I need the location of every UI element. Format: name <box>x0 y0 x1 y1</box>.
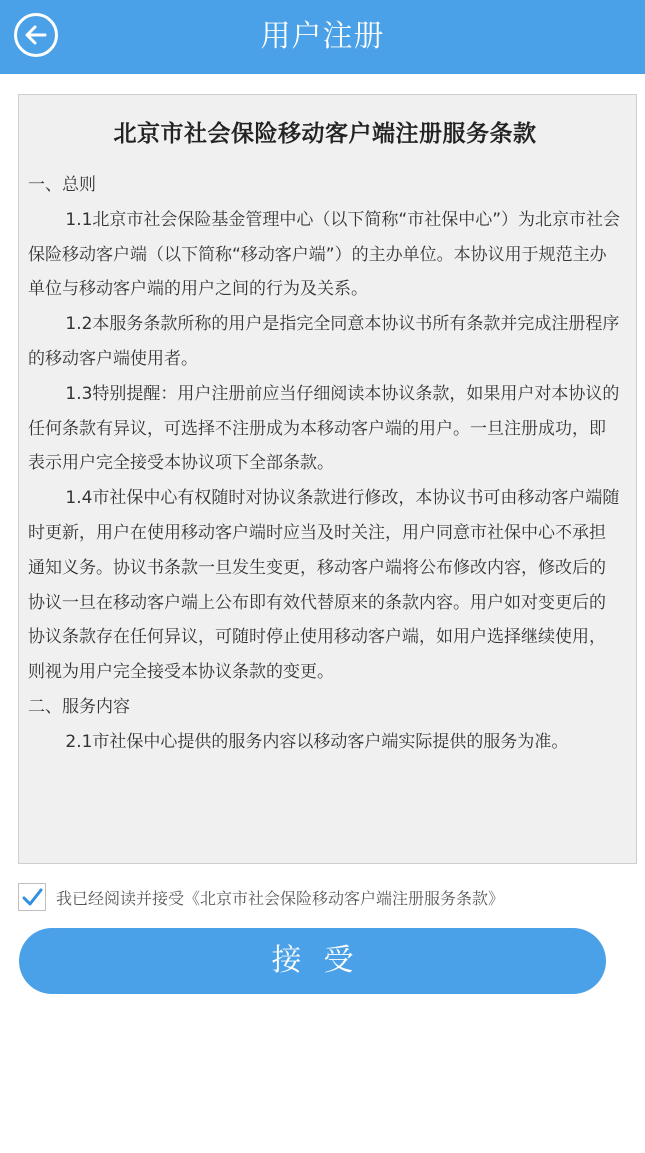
terms-paragraph: 1.3特别提醒：用户注册前应当仔细阅读本协议条款，如果用户对本协议的任何条款有异议，可选择不注册成为本移动客户端的用户。一旦注册成功，即表示用户完全接受本协议项下全部条款。 <box>28 383 620 474</box>
terms-body <box>28 168 622 760</box>
agreement-label[interactable]: 我已经阅读并接受《北京市社会保险移动客户端注册服务条款》 <box>56 889 505 908</box>
terms-paragraph: 一、总则 <box>28 175 96 195</box>
terms-paragraph: 1.2本服务条款所称的用户是指完全同意本协议书所有条款并完成注册程序的移动客户端使用者。 <box>28 314 620 369</box>
terms-paragraph: 1.4市社保中心有权随时对协议条款进行修改，本协议书可由移动客户端随时更新，用户在使用移动客户端时应当及时关注，用户同意市社保中心不承担通知义务。协议书条款一旦发生变更，移动客户端将公布修改内容，修改后的协议一旦在移动客户端上公布即有效代替原来的条款内容。用户如对变更后的协议条款存在任何异议，可随时停止使用移动客户端，如用户选择继续使用，则视为用户完全接受本协议条款的变更。 <box>28 488 620 683</box>
top-bar <box>0 0 645 74</box>
accept-button[interactable]: 接受 <box>19 928 606 994</box>
terms-paragraph: 二、服务内容 <box>28 696 130 717</box>
terms-paragraph: 1.1北京市社会保险基金管理中心（以下简称“市社保中心”）为北京市社会保险移动客户端（以下简称“移动客户端”）的主办单位。本协议用于规范主办单位与移动客户端的用户之间的行为及关系。 <box>28 209 621 300</box>
terms-title: 北京市社会保险移动客户端注册服务条款 <box>113 121 537 147</box>
checkmark-icon <box>21 886 43 908</box>
agree-checkbox[interactable] <box>18 883 46 911</box>
page-title: 用户注册 <box>260 19 385 54</box>
terms-paragraph: 2.1市社保中心提供的服务内容以移动客户端实际提供的服务为准。 <box>65 731 569 752</box>
terms-panel[interactable] <box>18 94 637 864</box>
